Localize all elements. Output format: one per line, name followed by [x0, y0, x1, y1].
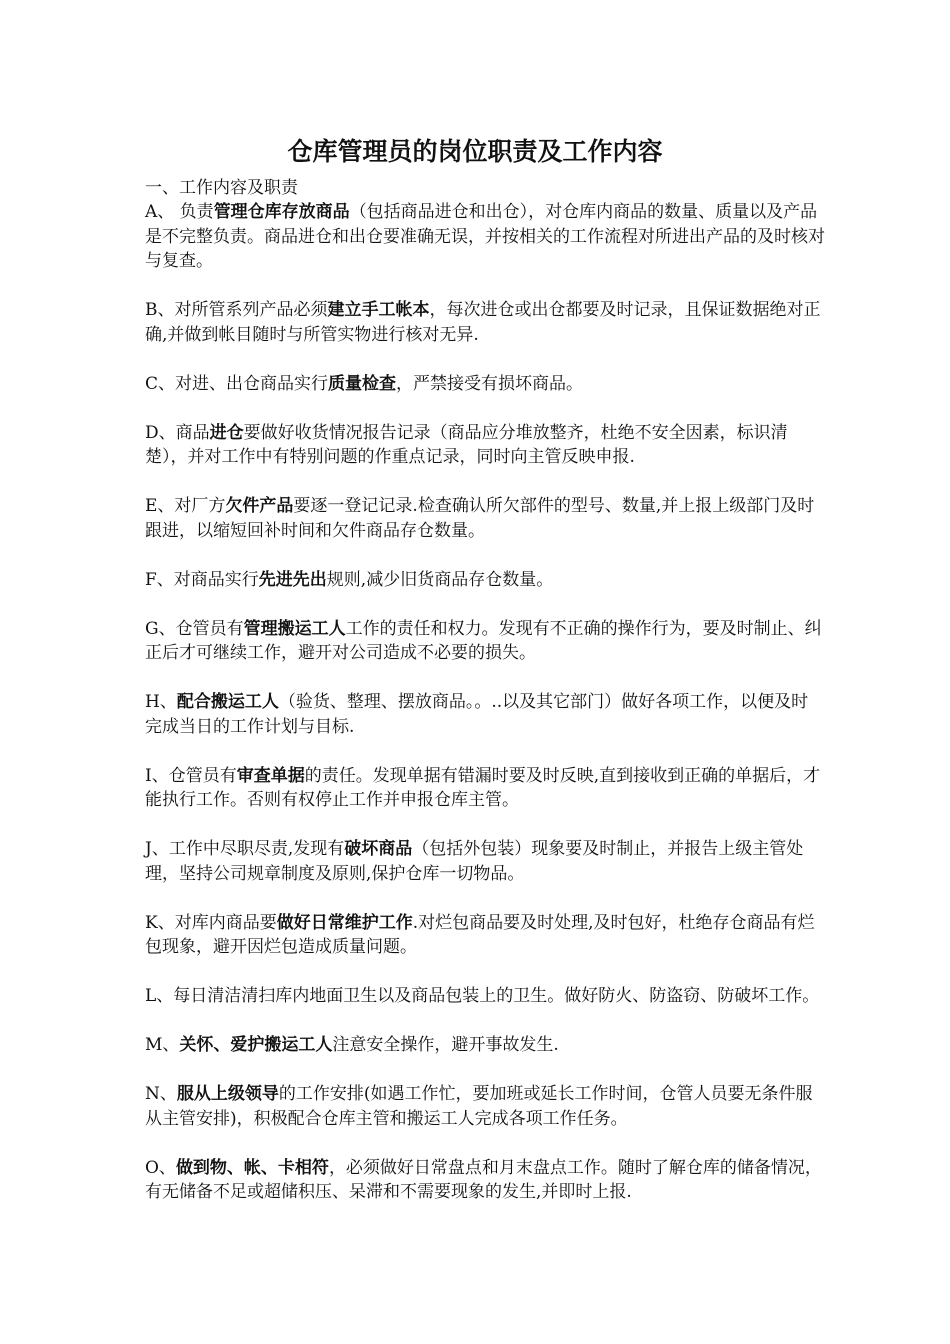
duty-paragraph-j: J、工作中尽职尽责,发现有破坏商品（包括外包装）现象要及时制止，并报告上级主管处理，坚持公司规章制度及原则,保护仓库一切物品。: [145, 839, 804, 884]
duty-paragraph-m: M、关怀、爱护搬运工人注意安全操作，避开事故发生.: [145, 1035, 559, 1055]
duty-paragraph-g: G、仓管员有管理搬运工人工作的责任和权力。发现有不正确的操作行为，要及时制止、纠正后才可继续工作，避开对公司造成不必要的损失。: [145, 618, 822, 663]
key-phrase: 管理搬运工人: [243, 618, 346, 639]
key-phrase: 破坏商品: [344, 839, 413, 859]
key-phrase: 先进先出: [258, 569, 327, 590]
duty-paragraph-b: B、对所管系列产品必须建立手工帐本，每次进仓或出仓都要及时记录，且保证数据绝对正确,并做到帐目随时与所管实物进行核对无异.: [145, 300, 821, 345]
duty-paragraph-e: E、对厂方欠件产品要逐一登记记录.检查确认所欠部件的型号、数量,并上报上级部门及时跟进，以缩短回补时间和欠件商品存仓数量。: [145, 496, 815, 541]
duty-paragraph-a: A、 负责管理仓库存放商品（包括商品进仓和出仓），对仓库内商品的数量、质量以及产品是不完整负责。商品进仓和出仓要准确无误，并按相关的工作流程对所进出产品的及时核对与复查。: [145, 202, 825, 271]
duty-paragraph-k: K、对库内商品要做好日常维护工作.对烂包商品要及时处理,及时包好，杜绝存仓商品有烂包现象，避开因烂包造成质量问题。: [145, 912, 815, 957]
duty-paragraph-h: H、配合搬运工人（验货、整理、摆放商品。。..以及其它部门）做好各项工作，以便及时完成当日的工作计划与目标.: [145, 692, 809, 737]
key-phrase: 进仓: [209, 422, 244, 443]
key-phrase: 欠件产品: [225, 496, 294, 516]
duty-paragraph-d: D、商品进仓要做好收货情况报告记录（商品应分堆放整齐，杜绝不安全因素，标识清楚），并对工作中有特别问题的作重点记录，同时向主管反映申报.: [145, 422, 788, 467]
duty-paragraph-o: O、做到物、帐、卡相符，必须做好日常盘点和月末盘点工作。随时了解仓库的储备情况，有无储备不足或超储积压、呆滞和不需要现象的发生,并即时上报.: [145, 1157, 822, 1202]
key-phrase: 审查单据: [236, 765, 305, 786]
duty-paragraph-l: L、每日清洁清扫库内地面卫生以及商品包装上的卫生。做好防火、防盗窃、防破坏工作。: [145, 986, 820, 1006]
key-phrase: 做到物、帐、卡相符: [175, 1157, 329, 1178]
key-phrase: 关怀、爱护搬运工人: [179, 1035, 333, 1055]
document-body: [145, 176, 825, 1229]
key-phrase: 建立手工帐本: [327, 300, 430, 320]
key-phrase: 做好日常维护工作: [276, 912, 413, 933]
duty-paragraph-c: C、对进、出仓商品实行质量检查，严禁接受有损坏商品。: [145, 373, 584, 394]
duty-paragraph-i: I、仓管员有审查单据的责任。发现单据有错漏时要及时反映,直到接收到正确的单据后，才能执行工作。否则有权停止工作并申报仓库主管。: [145, 765, 821, 810]
key-phrase: 管理仓库存放商品: [213, 202, 350, 222]
document-title: 仓库管理员的岗位职责及工作内容: [287, 137, 663, 166]
key-phrase: 质量检查: [328, 373, 397, 394]
section-heading: 一、工作内容及职责: [145, 178, 298, 198]
key-phrase: 配合搬运工人: [176, 692, 279, 712]
duty-paragraph-n: N、服从上级领导的工作安排(如遇工作忙，要加班或延长工作时间，仓管人员要无条件服从主管安排)，积极配合仓库主管和搬运工人完成各项工作任务。: [145, 1084, 813, 1129]
duty-paragraph-f: F、对商品实行先进先出规则,减少旧货商品存仓数量。: [145, 569, 554, 590]
key-phrase: 服从上级领导: [176, 1084, 279, 1104]
